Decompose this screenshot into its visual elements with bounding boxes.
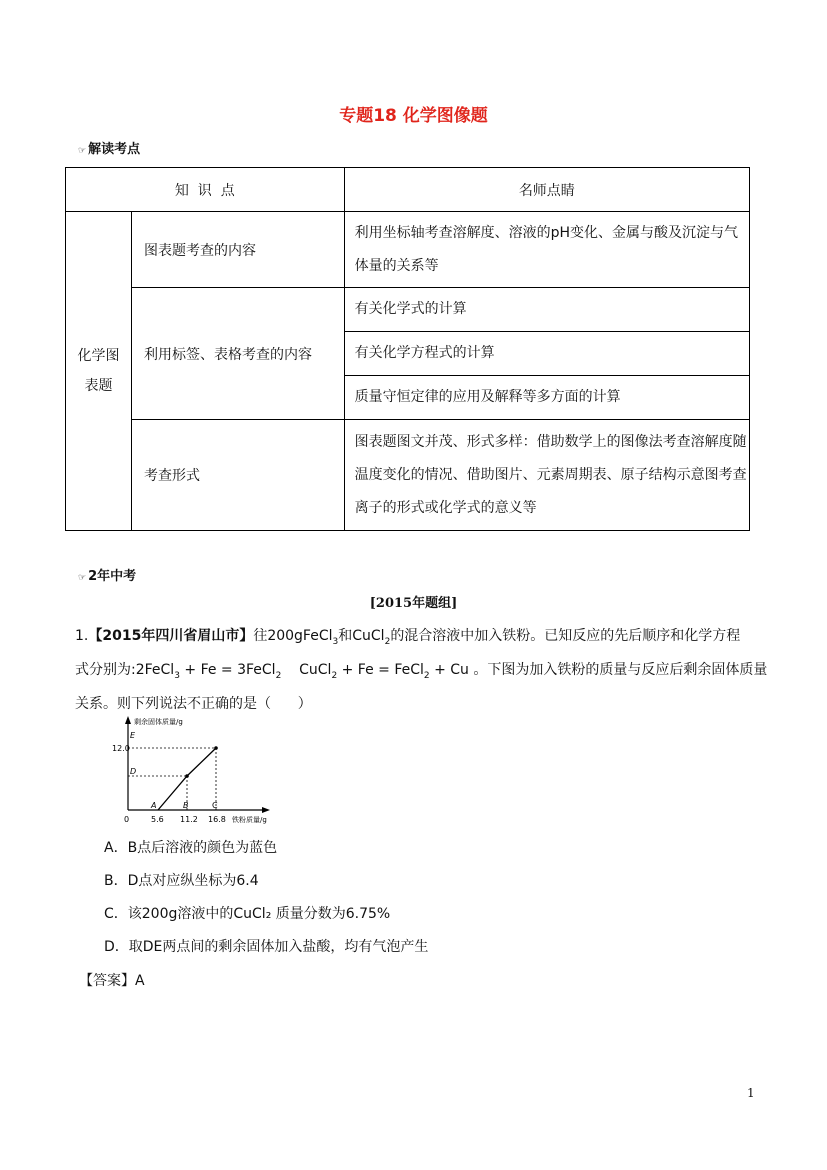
x-tick-label: 11.2 [180,815,198,824]
note-cell: 有关化学式的计算 [344,288,749,332]
question-line-2: 式分别为:2FeCl$_3$ + Fe = 3FeCl$_2$ CuCl$_2$ + Fe = FeCl$_2$ + Cu 。下图为加入铁粉的质量与反应后剩余固体质量 [75,661,768,681]
group-title: [2015年题组] [369,596,458,611]
knowledge-table [65,167,750,531]
section-heading-text: 解读考点 [88,142,141,157]
y-tick-label: 12.0 [112,744,130,753]
question-line-3: 关系。则下列说法不正确的是（ ） [75,695,312,712]
iron-powder-graph [110,712,280,827]
x-axis-label: 铁粉质量/g [232,816,267,824]
option-a: A．B点后溶液的颜色为蓝色 [104,840,278,856]
item-cell: 考查形式 [131,420,344,531]
x-tick-label: 5.6 [151,815,164,824]
option-b: B．D点对应纵坐标为6.4 [104,873,259,889]
point-e-marker [214,746,218,750]
x-tick-label: 0 [124,815,130,824]
header-teacher-notes: 名师点睛 [344,168,749,212]
point-label-a: A [151,801,157,810]
point-label-e: E [130,731,136,740]
point-b-marker [185,774,189,778]
hand-pointer-icon: ☞ [78,146,87,156]
category-label: 化学图表题 [77,348,120,394]
x-tick-label: 16.8 [208,815,226,824]
point-label-d: D [130,767,137,776]
hand-pointer-icon: ☞ [78,573,87,583]
question-source: 【2015年四川省眉山市】 [88,628,254,644]
option-d: D．取DE两点间的剩余固体加入盐酸，均有气泡产生 [104,939,429,955]
header-knowledge-point: 知 识 点 [66,168,345,212]
y-axis-label: 剩余固体质量/g [134,718,183,726]
category-cell [66,212,132,531]
point-label-c: C [212,801,218,810]
section-heading-text: 2年中考 [88,569,137,584]
section-heading-exams [78,565,136,584]
item-cell: 图表题考查的内容 [131,212,344,288]
note-cell: 利用坐标轴考查溶解度、溶液的pH变化、金属与酸及沉淀与气体量的关系等 [344,212,749,288]
note-cell: 质量守恒定律的应用及解释等多方面的计算 [344,376,749,420]
option-c: C．该200g溶液中的CuCl₂ 质量分数为6.75% [104,906,391,922]
x-axis-arrow-icon [262,807,270,813]
note-cell: 图表题图文并茂、形式多样：借助数学上的图像法考查溶解度随温度变化的情况、借助图片、元素周期表、原子结构示意图考查离子的形式或化学式的意义等 [344,420,749,531]
y-axis-arrow-icon [125,716,131,724]
answer: 【答案】A [79,973,145,989]
question-line-1: 1.【2015年四川省眉山市】往200gFeCl$_3$和CuCl$_2$的混合溶液中加入铁粉。已知反应的先后顺序和化学方程 [75,628,741,647]
page-title: 专题18 化学图像题 [339,106,488,126]
page-number: 1 [747,1086,755,1100]
note-cell: 有关化学方程式的计算 [344,332,749,376]
item-cell: 利用标签、表格考查的内容 [131,288,344,420]
point-label-b: B [183,801,189,810]
section-heading-analysis [78,138,140,157]
question-stem [75,622,768,718]
